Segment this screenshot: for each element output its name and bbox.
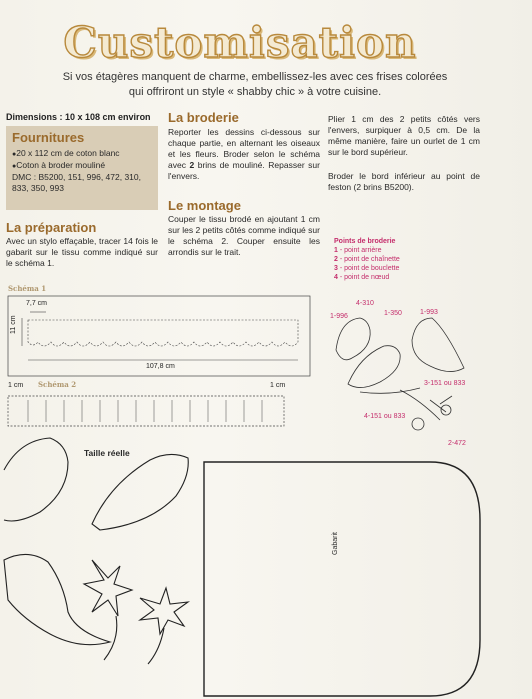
bird-label-e: 3-151 ou 833	[424, 380, 466, 387]
large-bird-1	[4, 438, 68, 521]
page-title: Customisation	[63, 18, 417, 67]
dimensions: Dimensions : 10 x 108 cm environ	[6, 112, 151, 122]
fournitures-item: ● Coton à broder mouliné	[12, 160, 152, 172]
preparation-text: Avec un stylo effaçable, tracer 14 fois le gabarit sur le tissu comme indiqué sur le schéma 1.	[6, 236, 158, 268]
schema1-width-label: 7,7 cm	[26, 300, 48, 307]
intro-line-1: Si vos étagères manquent de charme, embellissez-les avec ces frises colorées	[62, 71, 448, 83]
montage-title: Le montage	[168, 198, 241, 213]
broderie-text-a: Reporter les dessins ci-dessous sur chaque partie, en alternant les oiseaux et les fleurs. Broder selon le schéma avec	[168, 127, 320, 170]
fournitures-title: Fournitures	[12, 130, 85, 145]
large-flower-2	[140, 588, 188, 634]
montage-text: Couper le tissu brodé en ajoutant 1 cm sur les 2 petits côtés comme indiqué sur le schéma 2. Couper ensuite les arrondis sur le trait.	[168, 214, 320, 257]
schema2-label: Schéma 2	[38, 380, 77, 389]
bird-label-g: 2-472	[448, 440, 466, 447]
schema1-height-label: 11 cm	[10, 315, 17, 334]
large-bird-2	[92, 454, 188, 530]
schema2-left-label: 1 cm	[8, 382, 24, 389]
large-bird-3	[4, 554, 110, 644]
schema1-templates	[28, 320, 298, 346]
broderie-bold: 2	[189, 160, 195, 170]
schema2-right-label: 1 cm	[270, 382, 286, 389]
bird-right	[412, 318, 464, 372]
finishing-text-2: Broder le bord inférieur au point de feston (2 brins B5200).	[328, 171, 480, 192]
points-item: 1 - point arrière	[334, 247, 382, 254]
taille-reelle-label: Taille réelle	[84, 448, 130, 458]
preparation-title: La préparation	[6, 220, 97, 235]
schema1-length-label: 107,8 cm	[146, 363, 175, 370]
fournitures-dmc: DMC : B5200, 151, 996, 472, 310, 833, 350, 993	[12, 172, 142, 193]
bird-label-a: 4-310	[356, 300, 374, 307]
points-item: 2 - point de chaînette	[334, 256, 400, 263]
bird-label-d: 1-993	[420, 309, 438, 316]
gabarit-shape	[204, 462, 480, 696]
fournitures-item: ● 20 x 112 cm de coton blanc	[12, 148, 152, 160]
broderie-title: La broderie	[168, 110, 239, 125]
large-flower-1	[84, 560, 132, 616]
gabarit-label: Gabarit	[332, 532, 339, 555]
points-title: Points de broderie	[334, 238, 396, 245]
bird-middle	[348, 346, 400, 388]
broderie-text-b: brins de mouliné. Repasser sur l'envers.	[168, 160, 320, 181]
points-item: 4 - point de nœud	[334, 274, 390, 281]
points-item: 3 - point de bouclette	[334, 265, 400, 272]
bird-label-c: 1-996	[330, 313, 348, 320]
bird-label-b: 1-350	[384, 310, 402, 317]
bird-left	[336, 318, 370, 360]
schema2-frame	[8, 396, 284, 426]
intro-line-2: qui offriront un style « shabby chic » à votre cuisine.	[128, 86, 382, 98]
finishing-text-1: Plier 1 cm des 2 petits côtés vers l'envers, surpiquer à 0,5 cm. De la même manière, faire un ourlet de 1 cm sur le bord supérieur.	[328, 114, 480, 157]
schema2-dividers	[28, 400, 262, 422]
bird-label-f: 4-151 ou 833	[364, 413, 406, 420]
schema1-label: Schéma 1	[8, 284, 47, 293]
large-birds	[4, 438, 188, 664]
